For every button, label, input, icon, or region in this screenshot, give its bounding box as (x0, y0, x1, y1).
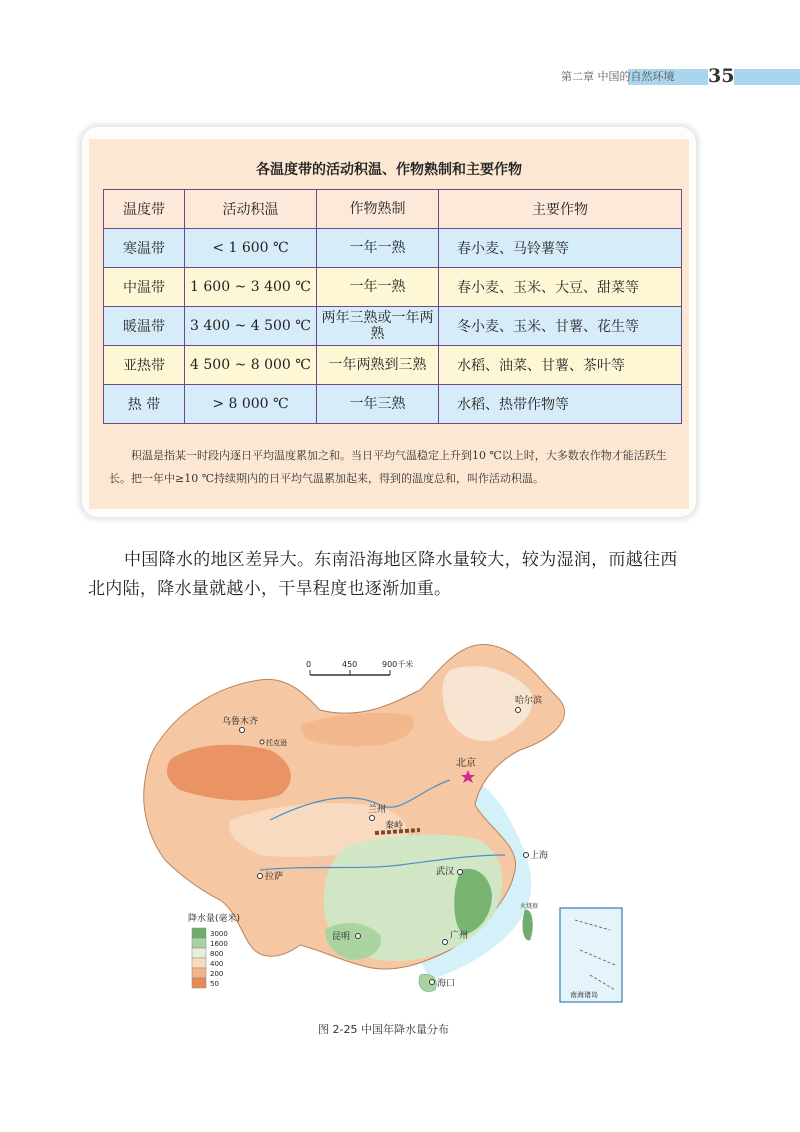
city-label: 乌鲁木齐 (222, 717, 259, 727)
scale-label-max: 900千米 (382, 660, 414, 669)
scale-label-zero: 0 (306, 660, 312, 669)
city-marker (443, 940, 448, 945)
city-marker (524, 853, 529, 858)
legend-swatch (192, 968, 206, 978)
crop-table (103, 189, 682, 424)
cell-temp: 3 400 ~ 4 500 ℃ (185, 307, 317, 346)
col-header-crops: 主要作物 (439, 190, 682, 229)
city-label: 昆明 (332, 932, 351, 942)
city-label: 兰州 (368, 805, 387, 815)
table-row (104, 307, 682, 346)
cell-crops: 水稻、热带作物等 (439, 385, 682, 424)
city-label: 上海 (530, 851, 549, 861)
city-marker (260, 740, 264, 744)
legend-swatch (192, 978, 206, 988)
table-header-row (104, 190, 682, 229)
table-row (104, 385, 682, 424)
cell-temp: < 1 600 ℃ (185, 229, 317, 268)
cell-maturity: 一年三熟 (317, 385, 439, 424)
table-row (104, 229, 682, 268)
cell-crops: 水稻、油菜、甘薯、茶叶等 (439, 346, 682, 385)
precipitation-map (120, 630, 640, 1010)
cell-crops: 春小麦、玉米、大豆、甜菜等 (439, 268, 682, 307)
legend-swatch (192, 928, 206, 938)
legend-swatch (192, 958, 206, 968)
cell-maturity: 一年一熟 (317, 229, 439, 268)
qinling-label: 秦岭 (385, 821, 404, 831)
page-number: 35 (708, 65, 735, 87)
cell-temp: 4 500 ~ 8 000 ℃ (185, 346, 317, 385)
figure-caption: 图 2-25 中国年降水量分布 (318, 1023, 449, 1036)
legend-swatch (192, 938, 206, 948)
col-header-maturity: 作物熟制 (317, 190, 439, 229)
cell-temp: 1 600 ~ 3 400 ℃ (185, 268, 317, 307)
city-marker (356, 934, 361, 939)
cell-crops: 春小麦、马铃薯等 (439, 229, 682, 268)
city-marker (370, 816, 375, 821)
legend-swatch (192, 948, 206, 958)
legend-value: 1600 (210, 940, 228, 948)
city-label: 哈尔滨 (515, 696, 543, 706)
city-label: 拉萨 (265, 872, 284, 882)
legend-value: 800 (210, 950, 224, 958)
legend-value: 50 (210, 980, 219, 988)
legend-title: 降水量(毫米) (188, 914, 241, 924)
table-footnote: 积温是指某一时段内逐日平均温度累加之和。当日平均气温稳定上升到10 ℃以上时，大多数农作物才能活跃生长。把一年中≥10 ℃持续期内的日平均气温累加起来，得到的温度总和，叫作活动积温。 (109, 449, 667, 485)
map-legend (188, 912, 240, 988)
cell-maturity: 一年一熟 (317, 268, 439, 307)
table-row (104, 346, 682, 385)
cell-zone: 热 带 (104, 385, 185, 424)
body-paragraph: 中国降水的地区差异大。东南沿海地区降水量较大，较为湿润，而越往西北内陆，降水量就越小，干旱程度也逐渐加重。 (88, 550, 678, 599)
scale-label-mid: 450 (342, 660, 358, 669)
city-marker (258, 874, 263, 879)
cell-zone: 亚热带 (104, 346, 185, 385)
legend-value: 200 (210, 970, 224, 978)
cell-zone: 寒温带 (104, 229, 185, 268)
chapter-title: 第二章 中国的自然环境 (561, 70, 675, 83)
col-header-temp: 活动积温 (185, 190, 317, 229)
huoshaoliao-label: 火烧寮 (520, 903, 539, 910)
table-title: 各温度带的活动积温、作物熟制和主要作物 (256, 162, 522, 178)
city-label: 海口 (437, 979, 456, 989)
cell-zone: 暖温带 (104, 307, 185, 346)
city-label: 北京 (456, 758, 476, 769)
table-row (104, 268, 682, 307)
city-marker (516, 708, 521, 713)
col-header-zone: 温度带 (104, 190, 185, 229)
legend-value: 3000 (210, 930, 228, 938)
legend-value: 400 (210, 960, 224, 968)
cell-maturity: 两年三熟或一年两熟 (317, 307, 439, 346)
city-marker (458, 870, 463, 875)
cell-zone: 中温带 (104, 268, 185, 307)
table-card (82, 127, 696, 517)
cell-crops: 冬小麦、玉米、甘薯、花生等 (439, 307, 682, 346)
city-label: 广州 (450, 931, 469, 941)
city-marker (240, 728, 245, 733)
taiwan-island (523, 910, 533, 940)
cell-maturity: 一年两熟到三熟 (317, 346, 439, 385)
city-label: 托克逊 (266, 739, 287, 747)
city-marker (430, 980, 435, 985)
city-shanghai (524, 849, 549, 861)
inset-label: 南海诸岛 (570, 991, 598, 999)
city-label: 武汉 (436, 867, 455, 877)
table-card-inner (89, 139, 689, 509)
cell-temp: > 8 000 ℃ (185, 385, 317, 424)
